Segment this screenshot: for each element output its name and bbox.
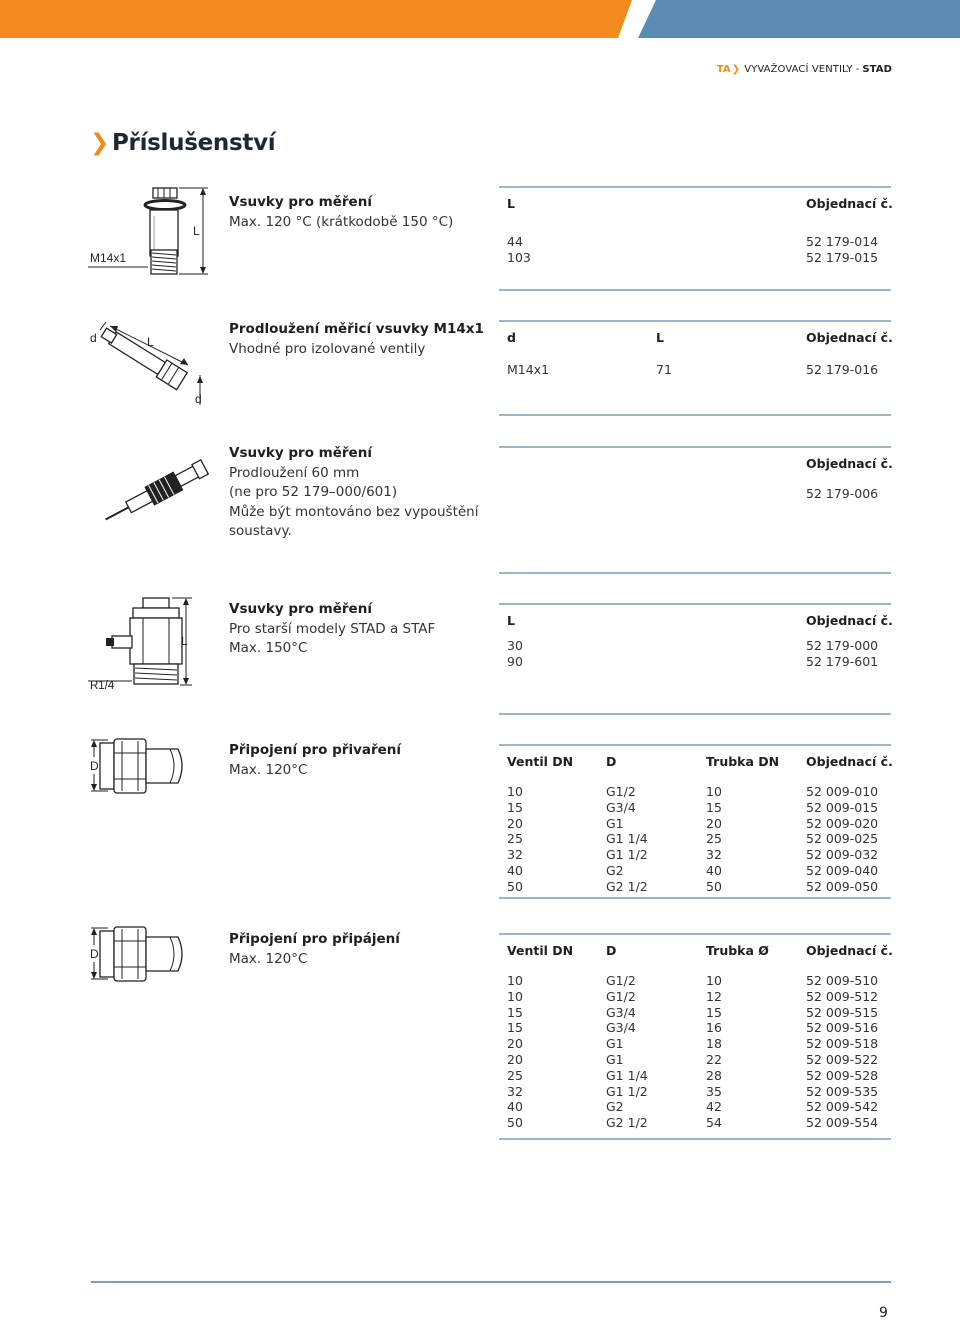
- table-row: [499, 989, 891, 1005]
- table-cell: 52 179-000: [806, 638, 879, 653]
- description: [229, 741, 401, 780]
- table-header-row: [499, 322, 891, 352]
- table-cell: 54: [706, 1115, 722, 1131]
- column-header: Objednací č.: [806, 456, 893, 471]
- description-line: Max. 120 °C (krátkodobě 150 °C): [229, 213, 454, 230]
- column-header: L: [656, 330, 664, 345]
- table-cell: 52 009-010: [806, 784, 879, 799]
- table-cell: 42: [706, 1099, 722, 1115]
- table-cell: 15: [706, 799, 722, 815]
- table-row: [499, 638, 891, 654]
- description-line: Max. 150°C: [229, 640, 308, 656]
- order-table: [499, 744, 891, 899]
- column-header: Trubka DN: [706, 754, 780, 769]
- measuring-nipple-illustration: [88, 186, 218, 278]
- description-line: Vhodné pro izolované ventily: [229, 340, 426, 357]
- running-head-part1: VYVAŽOVACÍ VENTILY: [744, 64, 853, 75]
- table-cell: G1: [606, 1036, 624, 1052]
- table-cell: 20: [507, 1036, 523, 1052]
- footer-rule: [91, 1281, 891, 1283]
- order-table: [499, 320, 891, 416]
- table-cell: 40: [706, 862, 722, 878]
- table-cell: 52 179-016: [806, 362, 879, 377]
- chevron-right-icon: ❯: [90, 130, 109, 156]
- table-cell: 30: [507, 638, 523, 653]
- table-header-row: [499, 746, 891, 776]
- length-label: L: [193, 224, 200, 238]
- table-cell: G3/4: [606, 799, 636, 815]
- table-cell: 15: [706, 1004, 722, 1020]
- thread-label: M14x1: [90, 251, 127, 265]
- table-cell: 20: [507, 1051, 523, 1067]
- table-row: [499, 1052, 891, 1068]
- description: [229, 320, 484, 359]
- column-header: D: [606, 754, 617, 769]
- table-cell: 50: [507, 1115, 523, 1131]
- weld-connection-illustration: [88, 735, 198, 797]
- diameter-label: D: [90, 947, 99, 961]
- column-header: Objednací č.: [806, 330, 893, 345]
- table-cell: G1 1/4: [606, 831, 648, 847]
- table-cell: 12: [706, 988, 722, 1004]
- table-header-row: [499, 188, 891, 218]
- order-table: [499, 446, 891, 574]
- table-cell: 28: [706, 1067, 722, 1083]
- table-cell: G2: [606, 1099, 624, 1115]
- table-cell: 52 009-512: [806, 988, 879, 1004]
- table-header-row: [499, 605, 891, 635]
- table-row: [499, 362, 891, 378]
- table-cell: 52 009-020: [806, 815, 879, 831]
- running-head: [717, 64, 892, 75]
- table-cell: 52 179-601: [806, 653, 879, 669]
- page-number: 9: [879, 1305, 888, 1321]
- table-row: [499, 863, 891, 879]
- table-header-row: [499, 935, 891, 965]
- table-cell: G1/2: [606, 988, 636, 1004]
- table-row: [499, 1115, 891, 1131]
- table-cell: 40: [507, 1099, 523, 1115]
- table-cell: 50: [706, 878, 722, 894]
- table-cell: 35: [706, 1083, 722, 1099]
- table-row: [499, 1020, 891, 1036]
- description-line: Prodloužení 60 mm: [229, 464, 360, 481]
- table-cell: 25: [507, 831, 523, 847]
- table-cell: 52 009-528: [806, 1067, 879, 1083]
- table-cell: 18: [706, 1036, 722, 1052]
- table-cell: 52 009-032: [806, 847, 879, 863]
- probe-extension-illustration: [88, 437, 218, 557]
- description: [229, 600, 435, 659]
- table-cell: 52 009-515: [806, 1004, 879, 1020]
- table-cell: G1/2: [606, 784, 636, 799]
- d-bottom-label: d: [195, 392, 202, 406]
- table-row: [499, 1068, 891, 1084]
- table-cell: 10: [507, 988, 523, 1004]
- table-cell: 52 009-025: [806, 831, 879, 847]
- table-cell: 52 009-516: [806, 1020, 879, 1036]
- table-cell: 25: [706, 831, 722, 847]
- table-cell: 52 009-522: [806, 1051, 879, 1067]
- length-label: L: [181, 634, 188, 648]
- table-cell: 52 179-015: [806, 249, 879, 265]
- thread-label: R1/4: [90, 680, 115, 692]
- column-header: L: [507, 196, 515, 211]
- order-table: [499, 933, 891, 1140]
- table-row: [499, 486, 891, 502]
- column-header: D: [606, 943, 617, 958]
- table-cell: 20: [706, 815, 722, 831]
- description-heading: Vsuvky pro měření: [229, 445, 372, 461]
- table-cell: 20: [507, 815, 523, 831]
- table-row: [499, 654, 891, 670]
- table-cell: G1: [606, 1051, 624, 1067]
- description-line: (ne pro 52 179–000/601): [229, 484, 398, 500]
- table-cell: G1 1/2: [606, 847, 648, 863]
- table-cell: 44: [507, 234, 523, 249]
- column-header: d: [507, 330, 516, 345]
- page-title-text: Příslušenství: [111, 130, 276, 156]
- table-row: [499, 784, 891, 800]
- table-header-row: [499, 448, 891, 478]
- description-heading: Prodloužení měřicí vsuvky M14x1: [229, 321, 484, 337]
- description: [229, 930, 400, 969]
- column-header: L: [507, 613, 515, 628]
- column-header: Ventil DN: [507, 754, 574, 769]
- table-cell: 10: [706, 784, 722, 799]
- description-heading: Vsuvky pro měření: [229, 601, 372, 617]
- description: [229, 193, 453, 232]
- table-cell: 10: [507, 784, 523, 799]
- table-cell: G1 1/2: [606, 1083, 648, 1099]
- table-cell: 25: [507, 1067, 523, 1083]
- diameter-label: D: [90, 759, 99, 773]
- column-header: Objednací č.: [806, 613, 893, 628]
- column-header: Trubka Ø: [706, 943, 769, 958]
- old-model-nipple-illustration: [88, 594, 218, 694]
- table-cell: G2: [606, 862, 624, 878]
- description-line: soustavy.: [229, 523, 292, 539]
- table-cell: 52 009-518: [806, 1036, 879, 1052]
- order-table: [499, 186, 891, 291]
- table-cell: 10: [507, 973, 523, 988]
- column-header: Objednací č.: [806, 754, 893, 769]
- table-cell: 15: [507, 1020, 523, 1036]
- table-row: [499, 1036, 891, 1052]
- table-cell: G2 1/2: [606, 878, 648, 894]
- column-header: Ventil DN: [507, 943, 574, 958]
- description-line: Max. 120°C: [229, 950, 308, 967]
- table-cell: 50: [507, 878, 523, 894]
- table-row: [499, 816, 891, 832]
- description-heading: Vsuvky pro měření: [229, 194, 372, 210]
- table-row: [499, 879, 891, 895]
- column-header: Objednací č.: [806, 196, 893, 211]
- table-row: [499, 1084, 891, 1100]
- table-row: [499, 1005, 891, 1021]
- table-cell: 52 009-015: [806, 799, 879, 815]
- table-cell: 32: [706, 847, 722, 863]
- table-cell: 10: [706, 973, 722, 988]
- table-cell: G2 1/2: [606, 1115, 648, 1131]
- description-heading: Připojení pro přivaření: [229, 742, 402, 758]
- table-row: [499, 800, 891, 816]
- table-cell: 71: [656, 362, 672, 377]
- table-row: [499, 847, 891, 863]
- table-cell: 103: [507, 249, 531, 265]
- table-cell: 52 009-554: [806, 1115, 879, 1131]
- description-line: Max. 120°C: [229, 761, 308, 778]
- table-row: [499, 250, 891, 266]
- table-row: [499, 973, 891, 989]
- table-cell: G3/4: [606, 1020, 636, 1036]
- order-table: [499, 603, 891, 715]
- table-cell: 40: [507, 862, 523, 878]
- running-head-part2: STAD: [862, 64, 892, 75]
- table-cell: G1/2: [606, 973, 636, 988]
- table-row: [499, 1099, 891, 1115]
- table-cell: 52 179-014: [806, 234, 879, 249]
- description-heading: Připojení pro připájení: [229, 931, 400, 947]
- d-top-label: d: [90, 331, 97, 345]
- table-cell: 22: [706, 1051, 722, 1067]
- table-cell: 90: [507, 653, 523, 669]
- table-cell: G3/4: [606, 1004, 636, 1020]
- column-header: Objednací č.: [806, 943, 893, 958]
- table-row: [499, 831, 891, 847]
- length-label: L: [147, 335, 154, 349]
- brand-label: TA: [716, 64, 731, 75]
- table-cell: M14x1: [507, 362, 550, 377]
- table-cell: 15: [507, 799, 523, 815]
- running-head-separator: -: [855, 64, 860, 75]
- description-line: Pro starší modely STAD a STAF: [229, 620, 436, 637]
- table-cell: 52 009-535: [806, 1083, 879, 1099]
- table-cell: 15: [507, 1004, 523, 1020]
- top-color-bar: [0, 0, 960, 38]
- page-title: [90, 130, 275, 156]
- table-cell: 52 009-040: [806, 862, 879, 878]
- description: [229, 444, 478, 542]
- description-line: Může být montováno bez vypouštění: [229, 503, 479, 520]
- table-cell: 52 009-510: [806, 973, 879, 988]
- table-row: [499, 234, 891, 250]
- extension-illustration: [88, 320, 218, 412]
- solder-connection-illustration: [88, 923, 198, 985]
- table-cell: 32: [507, 1083, 523, 1099]
- table-cell: 16: [706, 1020, 722, 1036]
- table-cell: 32: [507, 847, 523, 863]
- table-cell: 52 179-006: [806, 486, 879, 501]
- table-cell: G1 1/4: [606, 1067, 648, 1083]
- table-cell: 52 009-542: [806, 1099, 879, 1115]
- table-cell: G1: [606, 815, 624, 831]
- table-cell: 52 009-050: [806, 878, 879, 894]
- chevron-right-icon: ❯: [731, 64, 741, 75]
